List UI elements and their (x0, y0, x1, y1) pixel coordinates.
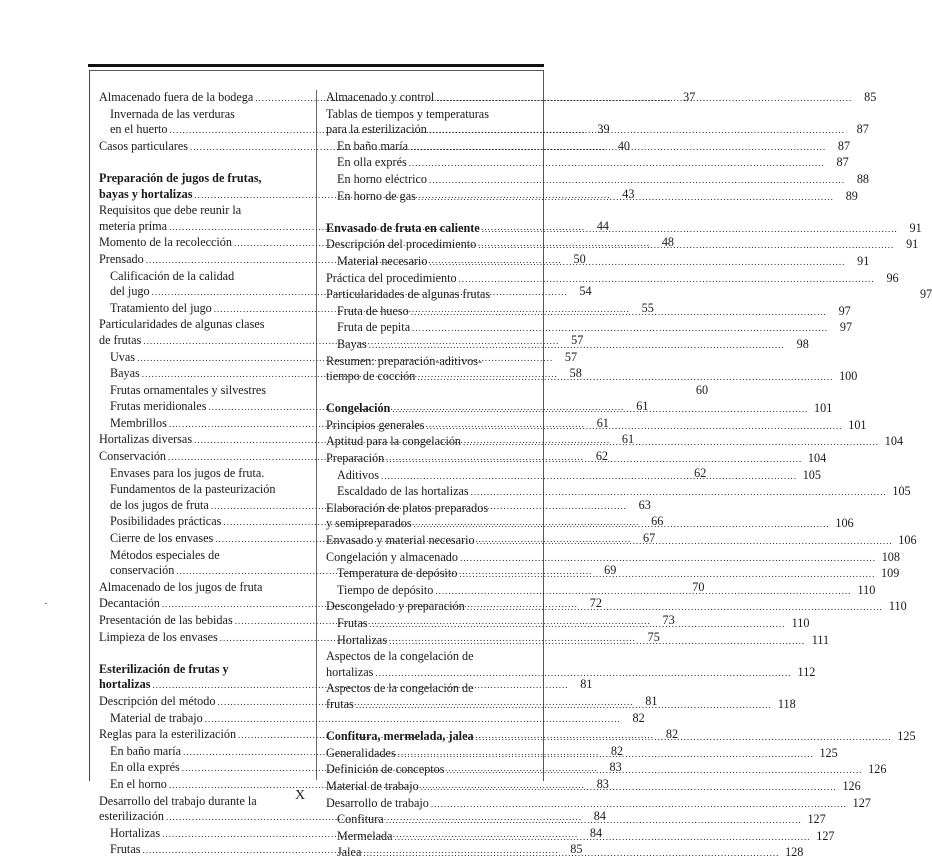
dot-leader (412, 321, 828, 337)
toc-entry-title: Conservación (99, 449, 167, 464)
toc-entry-title: Temperatura de depósito (337, 566, 458, 581)
toc-page-number: 98 (796, 336, 809, 351)
toc-entry-title: Envases para los jugos de fruta. (110, 465, 265, 480)
toc-entry-title: para la esterilización (326, 122, 427, 137)
toc-entry-row (326, 155, 849, 172)
toc-entry-title: Principios generales (326, 417, 425, 432)
toc-entry-title: tiempo de cocción (326, 369, 416, 384)
toc-entry-title-line: Fundamentos de la pasteurización (110, 482, 276, 497)
toc-entry-title: Decantación (99, 596, 160, 611)
toc-entry-title: Generalidades (326, 745, 396, 760)
toc-page-number: 85 (570, 842, 583, 857)
toc-page-number: 87 (856, 122, 869, 137)
toc-page-number: 72 (589, 596, 602, 611)
toc-page-number: 84 (589, 825, 603, 840)
dot-leader (409, 156, 825, 172)
page-number: X (294, 788, 306, 803)
toc-page-number: 43 (622, 186, 635, 201)
toc-entry-title: En baño maría (110, 743, 182, 758)
toc-page-number: 37 (683, 90, 696, 104)
toc-page-number: 83 (596, 776, 609, 791)
dot-leader (417, 370, 833, 386)
toc-entry-title: Desarrollo de trabajo (326, 795, 429, 810)
toc-page-number: 105 (892, 484, 911, 499)
dot-leader (375, 666, 791, 682)
toc-page-number: 57 (564, 349, 578, 364)
toc-entry-title: en el huerto (110, 122, 168, 137)
toc-entry-title: Material de trabajo (326, 778, 419, 793)
toc-entry-title: Fruta de hueso (337, 303, 409, 318)
dot-leader (386, 813, 802, 829)
toc-entry-title: Reglas para la esterilización (99, 727, 237, 742)
toc-page-number: 67 (643, 531, 656, 546)
toc-page-number: 62 (694, 465, 707, 480)
toc-entry-title: del jugo (110, 284, 150, 299)
toc-entry-title-line: Aspectos de la congelación de (326, 681, 474, 696)
toc-page-number: 111 (811, 632, 830, 647)
toc-entry-row (99, 382, 709, 400)
dot-leader (395, 830, 811, 846)
toc-page-number: 62 (595, 449, 609, 464)
toc-entry-title: Frutas (110, 842, 141, 857)
section-gap (99, 646, 307, 662)
dot-leader (356, 698, 772, 714)
toc-entry-title: Particularidades de algunas frutas (326, 287, 491, 302)
toc-entry-title: esterilización (99, 809, 164, 824)
toc-page-number: 106 (835, 516, 854, 531)
toc-entry-title: Hortalizas (110, 825, 161, 840)
toc-entry-title: Hortalizas (337, 632, 388, 647)
toc-entry-title: Bayas (337, 336, 367, 351)
toc-entry-title: Congelación (326, 401, 391, 416)
toc-page-number: 61 (636, 399, 649, 414)
toc-entry-title: Definición de conceptos (326, 762, 445, 777)
dot-leader (386, 452, 802, 468)
section-gap (326, 386, 533, 402)
toc-page-number: 106 (898, 533, 917, 548)
toc-page-number: 55 (641, 300, 654, 315)
toc-entry[interactable] (99, 382, 709, 400)
toc-entry-title: En horno de gas (337, 188, 416, 203)
dot-leader (389, 634, 805, 650)
toc-entry-title: hortalizas (99, 677, 151, 692)
toc-entry-row (326, 549, 900, 567)
dot-leader (429, 123, 845, 139)
toc-entry-title: Hortalizas diversas (99, 432, 193, 447)
dot-leader (429, 173, 845, 189)
toc-page-number: 108 (881, 549, 900, 564)
dot-leader (476, 730, 892, 746)
toc-entry-title-line: Desarrollo del trabajo durante la (99, 793, 257, 808)
toc-page-number: 127 (816, 828, 835, 843)
toc-page-number: 97 (838, 303, 851, 318)
toc-entry-title: Fruta de pepita (337, 320, 411, 335)
toc-entry-title: Bayas (110, 366, 140, 381)
top-rule (88, 64, 544, 67)
toc-page-number: 110 (857, 582, 876, 597)
toc-page-number: 109 (881, 566, 900, 581)
toc-entry-title: de los jugos de fruta (110, 497, 209, 512)
dot-leader (418, 190, 834, 206)
toc-entry-title-line: Esterilización de frutas y (99, 661, 229, 676)
dot-leader (410, 140, 826, 156)
toc-entry-title: Prensado (99, 251, 144, 266)
toc-page-number: 40 (617, 138, 631, 153)
toc-entry-title: Descripción del procedimiento (326, 237, 477, 252)
toc-page-number: 110 (888, 599, 907, 614)
toc-page-number: 101 (814, 401, 833, 416)
toc-page-number: 97 (839, 320, 853, 335)
toc-entry-title: Tratamiento del jugo (110, 300, 212, 315)
toc-entry-title-line: Tablas de tiempos y temperaturas (326, 106, 489, 121)
toc-page-number: 127 (807, 812, 826, 827)
dot-leader (446, 763, 862, 779)
dot-leader (467, 600, 883, 616)
toc-entry-title-line: Calificación de la calidad (110, 268, 235, 283)
dot-leader (463, 435, 879, 451)
toc-entry-title: Almacenado fuera de la bodega (99, 90, 254, 104)
toc-page-number: 125 (897, 729, 916, 744)
toc-entry-title: de frutas (99, 332, 142, 347)
toc-entry-title: bayas y hortalizas (99, 186, 193, 201)
toc-entry-title: Envasado de fruta en caliente (326, 220, 480, 235)
toc-entry-title: Almacenado y control (326, 90, 435, 104)
toc-entry-title: Frutas (337, 616, 368, 630)
toc-entry[interactable] (99, 710, 645, 728)
toc-entry-title: Práctica del procedimiento (326, 270, 457, 285)
toc-page-number: 126 (868, 762, 887, 777)
stray-mark (45, 603, 47, 604)
dot-leader (435, 584, 851, 600)
dot-leader (471, 485, 887, 501)
toc-entry-title: Confitura (337, 812, 384, 827)
toc-page-number: 91 (909, 220, 922, 235)
toc-page-number: 128 (785, 845, 804, 860)
toc-entry-title: Cierre de los envases (110, 531, 214, 546)
toc-entry[interactable] (326, 549, 900, 567)
dot-leader (478, 238, 894, 254)
toc-page-number: 105 (802, 467, 821, 482)
toc-page-number: 97 (919, 287, 932, 302)
toc-entry-title-line: Invernada de las verduras (110, 106, 235, 121)
toc-page-number: 91 (906, 237, 919, 252)
toc-page-number: 127 (852, 795, 871, 810)
toc-entry-title-line: Aspectos de la congelación de (326, 649, 474, 664)
toc-entry-title: Congelación y almacenado (326, 549, 458, 564)
toc-entry-title: En olla exprés (110, 760, 180, 775)
dot-leader (477, 534, 893, 550)
toc-entry-title: Limpieza de los envases (99, 629, 218, 644)
toc-entry-title: Frutas meridionales (110, 399, 207, 414)
toc-entry-title-line: Métodos especiales de (110, 547, 220, 562)
toc-page-number: 118 (777, 696, 796, 711)
toc-page-number: 82 (610, 743, 624, 758)
toc-entry-title: meteria prima (99, 218, 168, 233)
toc-page-number: 81 (580, 677, 593, 692)
toc-entry-title: frutas (326, 696, 354, 711)
dot-leader (363, 846, 779, 862)
toc-page-number: 61 (621, 432, 635, 447)
toc-entry-title: Escaldado de las hortalizas (337, 484, 469, 499)
dot-leader (459, 272, 875, 288)
dot-leader (369, 338, 785, 354)
toc-page-number: 91 (857, 253, 870, 268)
section-gap (326, 205, 533, 221)
toc-entry[interactable] (326, 320, 853, 337)
toc-entry-title-line: Requisitos que debe reunir la (99, 203, 242, 218)
toc-page-number: 112 (797, 664, 816, 679)
toc-entry-row (326, 664, 816, 682)
toc-entry[interactable] (326, 649, 816, 681)
toc-entry[interactable] (326, 484, 911, 501)
toc-entry-title: Uvas (110, 349, 136, 364)
toc-entry-title: Envasado y material necesario (326, 533, 475, 548)
dot-leader (381, 469, 797, 485)
toc-page-number: 82 (665, 727, 679, 742)
toc-entry-title: Membrillos (110, 415, 167, 430)
toc-page-number: 58 (569, 366, 582, 381)
dot-leader (414, 517, 830, 533)
toc-entry[interactable] (326, 270, 899, 288)
toc-page-number: 69 (604, 563, 617, 578)
toc-page-number: 87 (837, 138, 851, 153)
toc-entry-title: En el horno (110, 776, 167, 791)
toc-page-number: 125 (819, 745, 838, 760)
toc-page-number: 73 (662, 613, 675, 627)
toc-entry[interactable] (326, 155, 849, 172)
toc-page-number: 110 (791, 616, 810, 630)
toc-entry-row (326, 270, 899, 288)
toc-page-number: 70 (692, 579, 705, 594)
toc-page-number: 104 (807, 451, 827, 466)
toc-entry-title: Material de trabajo (110, 710, 203, 725)
toc-entry-title: Casos particulares (99, 138, 189, 153)
toc-entry-title-line: Elaboración de platos preparados (326, 500, 489, 515)
toc-page-number: 126 (842, 778, 861, 793)
toc-entry-title: Descripción del método (99, 693, 216, 708)
dot-leader (411, 305, 827, 321)
toc-page-number: 100 (839, 369, 858, 384)
toc-page-number: 75 (647, 629, 660, 644)
dot-leader (436, 91, 852, 107)
toc-entry-row (326, 171, 870, 189)
toc-entry-title: Presentación de las bebidas (99, 613, 233, 627)
toc-entry-title: En baño maría (337, 138, 409, 153)
toc-entry-title: Material necesario (337, 253, 428, 268)
toc-entry-title-line: Preparación de jugos de frutas, (99, 170, 262, 185)
toc-entry-title: Tiempo de depósito (337, 582, 434, 597)
dot-leader (429, 255, 845, 271)
toc-entry-row (326, 484, 911, 501)
toc-page-number: 54 (579, 284, 592, 299)
toc-page-number: 39 (597, 122, 610, 137)
section-gap (326, 714, 533, 730)
toc-entry-title: Posibilidades prácticas (110, 514, 222, 529)
toc-entry-title: Mermelada (337, 828, 393, 843)
toc-page-number: 48 (661, 235, 674, 250)
toc-page-number: 82 (632, 710, 645, 725)
dot-leader (427, 419, 843, 435)
toc-page-number: 84 (593, 809, 606, 824)
toc-page-number: 89 (845, 188, 858, 203)
dot-leader (482, 222, 898, 238)
toc-entry-title: Jalea (337, 845, 362, 860)
toc-page-number: 60 (695, 382, 709, 397)
toc-page-number: 83 (609, 760, 622, 775)
toc-entry-title-line: Particularidades de algunas clases (99, 317, 265, 332)
toc-page-number: 101 (848, 417, 867, 432)
toc-page-number: 85 (864, 90, 877, 104)
dot-leader (459, 567, 875, 583)
toc-entry-title: y semipreparados (326, 516, 412, 531)
toc-page-number: 87 (836, 155, 849, 170)
toc-entry-title: En horno eléctrico (337, 171, 428, 186)
toc-entry-title: Frutas ornamentales y silvestres (110, 382, 267, 397)
section-gap (99, 155, 307, 171)
toc-entry-title: Almacenado de los jugos de fruta (99, 579, 263, 594)
toc-page-number: 104 (884, 434, 904, 449)
toc-page-number: 81 (645, 693, 658, 708)
toc-page-number: 57 (571, 332, 584, 347)
toc-page-number: 88 (856, 171, 870, 186)
toc-page-number: 61 (596, 415, 609, 430)
toc-page-number: 66 (651, 514, 664, 529)
toc-entry-title-line: Resumen: preparación-aditivos- (326, 353, 483, 368)
dot-leader (369, 617, 785, 633)
toc-entry-title: Confitura, mermelada, jalea (326, 729, 474, 744)
toc-entry-title: hortalizas (326, 664, 374, 679)
toc-page-number: 96 (886, 270, 899, 285)
toc-entry-title: Momento de la recolección (99, 235, 232, 250)
toc-page-number: 63 (638, 497, 651, 512)
toc-entry-row (326, 320, 853, 337)
toc-page-number: 44 (596, 218, 610, 233)
toc-entry[interactable] (326, 171, 870, 189)
dot-leader (398, 747, 814, 763)
toc-entry-title: En olla exprés (337, 155, 407, 170)
toc-entry-row (99, 710, 645, 728)
toc-entry-title: Descongelado y preparación (326, 599, 465, 614)
dot-leader (392, 402, 808, 418)
toc-page-number: 50 (573, 251, 586, 266)
toc-entry-title: conservación (110, 563, 175, 578)
toc-entry-title: Preparación (326, 451, 385, 466)
dot-leader (460, 551, 876, 567)
toc-entry-title: Aditivos (337, 467, 379, 482)
toc-entry-title: Aptitud para la congelación (326, 434, 462, 449)
